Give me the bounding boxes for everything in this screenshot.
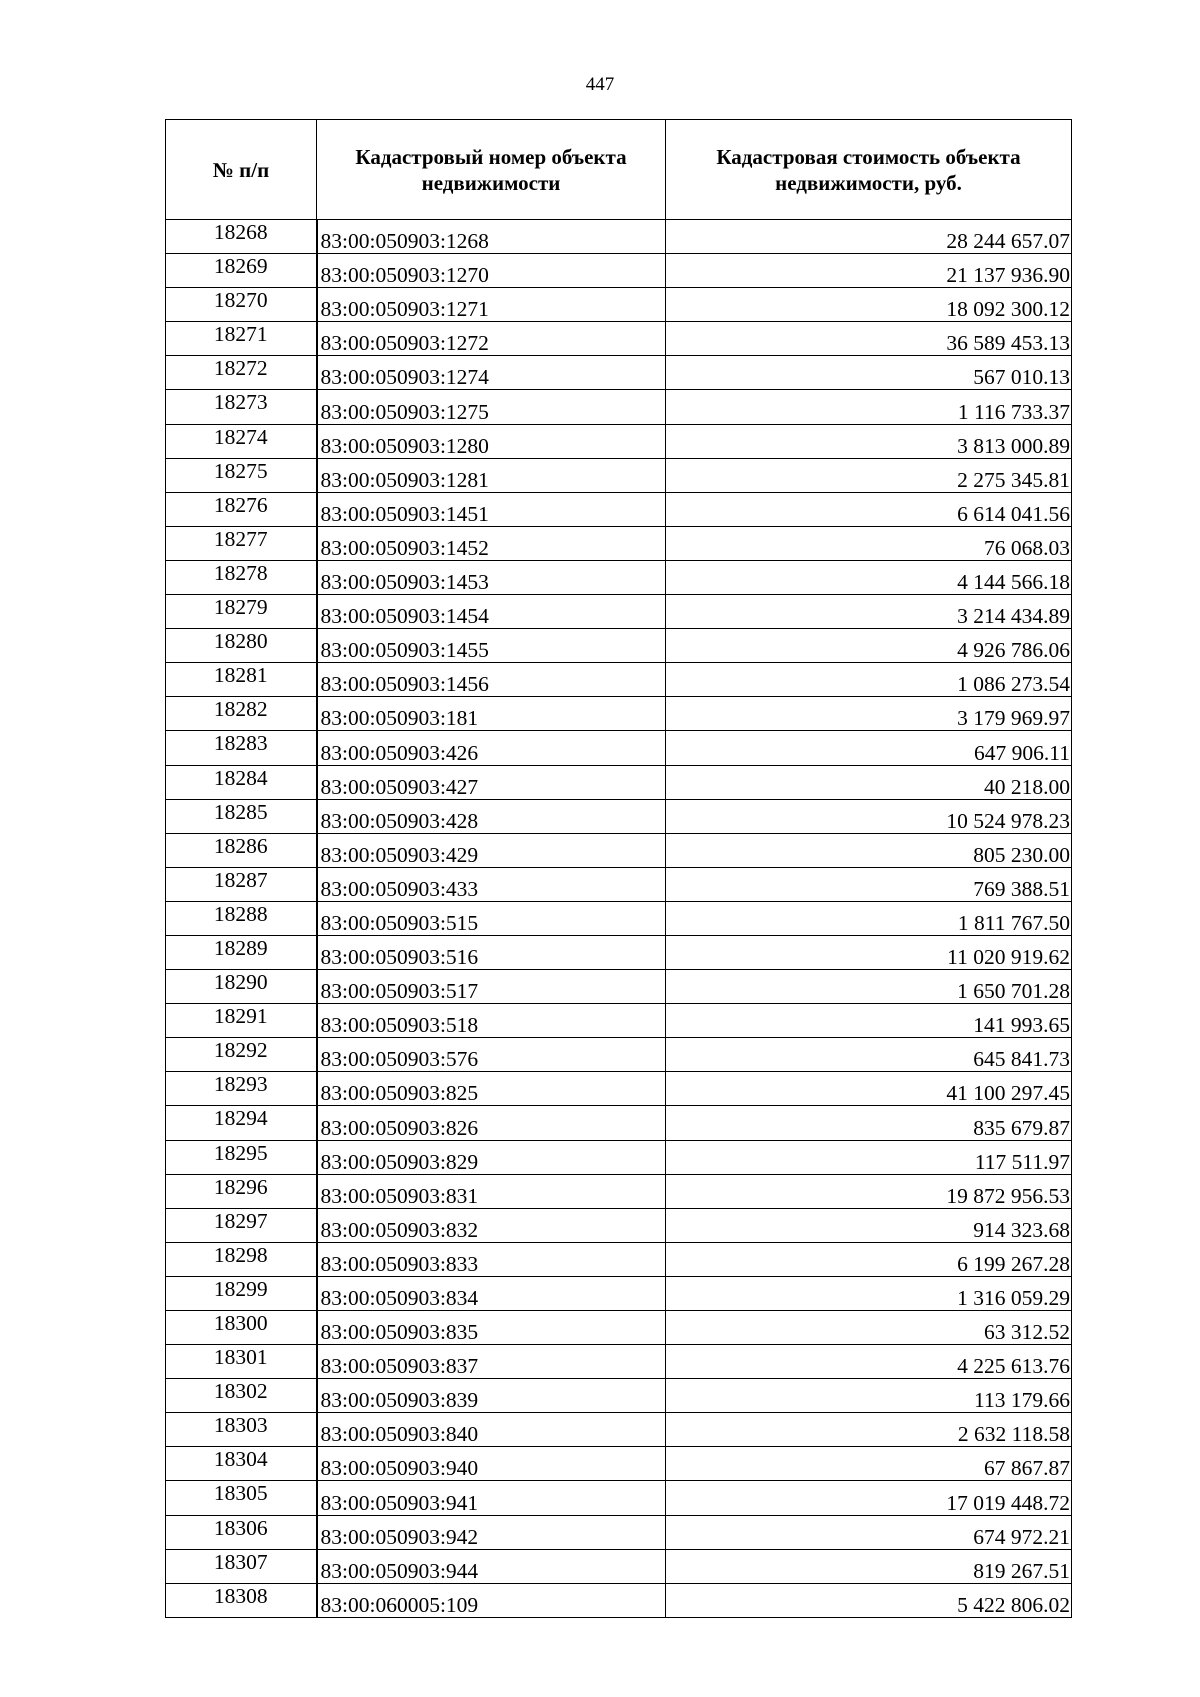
table-row (166, 1447, 1072, 1481)
table-row (166, 663, 1072, 697)
cadastral-value: 19 872 956.53 (666, 1174, 1072, 1208)
cadastral-number: 83:00:050903:181 (317, 697, 666, 731)
cadastral-value: 819 267.51 (666, 1549, 1072, 1583)
cadastral-value: 4 144 566.18 (666, 560, 1072, 594)
page-number: 447 (585, 74, 615, 95)
cadastral-number: 83:00:050903:1274 (317, 356, 666, 390)
cadastral-number: 83:00:050903:517 (317, 970, 666, 1004)
cadastral-number: 83:00:050903:831 (317, 1174, 666, 1208)
cadastral-number: 83:00:050903:1270 (317, 254, 666, 288)
table-row (166, 1481, 1072, 1515)
cadastral-value: 5 422 806.02 (666, 1583, 1072, 1617)
table-row (166, 458, 1072, 492)
table-row (166, 595, 1072, 629)
cadastral-value: 17 019 448.72 (666, 1481, 1072, 1515)
row-number: 18271 (166, 322, 317, 356)
cadastral-value: 1 086 273.54 (666, 663, 1072, 697)
header-cadastral-number: Кадастровый номер объекта недвижимости (317, 120, 666, 220)
table-row (166, 1140, 1072, 1174)
table-row (166, 1379, 1072, 1413)
cadastral-value: 28 244 657.07 (666, 220, 1072, 254)
table-row (166, 390, 1072, 424)
cadastral-number: 83:00:050903:428 (317, 799, 666, 833)
cadastral-value: 805 230.00 (666, 833, 1072, 867)
cadastral-value: 1 116 733.37 (666, 390, 1072, 424)
row-number: 18294 (166, 1106, 317, 1140)
header-num: № п/п (166, 120, 317, 220)
row-number: 18292 (166, 1038, 317, 1072)
table-row (166, 1345, 1072, 1379)
cadastral-value: 6 614 041.56 (666, 492, 1072, 526)
row-number: 18291 (166, 1004, 317, 1038)
table-row (166, 765, 1072, 799)
header-cadastral-value: Кадастровая стоимость объекта недвижимости, руб. (666, 120, 1072, 220)
table-row (166, 1106, 1072, 1140)
cadastral-value: 40 218.00 (666, 765, 1072, 799)
cadastral-value: 11 020 919.62 (666, 935, 1072, 969)
table-row (166, 629, 1072, 663)
table-row (166, 1004, 1072, 1038)
table-row (166, 220, 1072, 254)
cadastral-number: 83:00:050903:942 (317, 1515, 666, 1549)
cadastral-number: 83:00:050903:825 (317, 1072, 666, 1106)
cadastral-number: 83:00:050903:1456 (317, 663, 666, 697)
row-number: 18277 (166, 526, 317, 560)
table-row (166, 492, 1072, 526)
table-row (166, 970, 1072, 1004)
table-row (166, 288, 1072, 322)
cadastral-number: 83:00:050903:837 (317, 1345, 666, 1379)
cadastral-number: 83:00:050903:1275 (317, 390, 666, 424)
row-number: 18299 (166, 1276, 317, 1310)
row-number: 18300 (166, 1311, 317, 1345)
cadastral-number: 83:00:050903:515 (317, 901, 666, 935)
cadastral-number: 83:00:050903:833 (317, 1242, 666, 1276)
table-row (166, 1515, 1072, 1549)
cadastral-number: 83:00:050903:840 (317, 1413, 666, 1447)
cadastral-number: 83:00:050903:1280 (317, 424, 666, 458)
cadastral-number: 83:00:050903:433 (317, 867, 666, 901)
cadastral-number: 83:00:050903:835 (317, 1311, 666, 1345)
row-number: 18268 (166, 220, 317, 254)
cadastral-value: 117 511.97 (666, 1140, 1072, 1174)
row-number: 18273 (166, 390, 317, 424)
table-header (166, 120, 1072, 220)
table-row (166, 1311, 1072, 1345)
row-number: 18269 (166, 254, 317, 288)
row-number: 18290 (166, 970, 317, 1004)
row-number: 18272 (166, 356, 317, 390)
cadastral-number: 83:00:050903:834 (317, 1276, 666, 1310)
row-number: 18278 (166, 560, 317, 594)
cadastral-value: 76 068.03 (666, 526, 1072, 560)
row-number: 18283 (166, 731, 317, 765)
table-row (166, 731, 1072, 765)
cadastral-value: 113 179.66 (666, 1379, 1072, 1413)
table-row (166, 697, 1072, 731)
row-number: 18274 (166, 424, 317, 458)
cadastral-value: 567 010.13 (666, 356, 1072, 390)
row-number: 18284 (166, 765, 317, 799)
table-row (166, 1549, 1072, 1583)
table-row (166, 1072, 1072, 1106)
table-row (166, 1038, 1072, 1072)
row-number: 18276 (166, 492, 317, 526)
row-number: 18288 (166, 901, 317, 935)
table-row (166, 799, 1072, 833)
cadastral-value: 63 312.52 (666, 1311, 1072, 1345)
table-row (166, 1276, 1072, 1310)
row-number: 18287 (166, 867, 317, 901)
row-number: 18285 (166, 799, 317, 833)
table-row (166, 1413, 1072, 1447)
table-row (166, 833, 1072, 867)
cadastral-value: 4 926 786.06 (666, 629, 1072, 663)
cadastral-number: 83:00:050903:1454 (317, 595, 666, 629)
row-number: 18306 (166, 1515, 317, 1549)
cadastral-value: 3 214 434.89 (666, 595, 1072, 629)
row-number: 18308 (166, 1583, 317, 1617)
cadastral-value: 41 100 297.45 (666, 1072, 1072, 1106)
cadastral-number: 83:00:050903:1455 (317, 629, 666, 663)
cadastral-number: 83:00:050903:941 (317, 1481, 666, 1515)
row-number: 18304 (166, 1447, 317, 1481)
cadastral-value: 36 589 453.13 (666, 322, 1072, 356)
cadastral-number: 83:00:050903:1271 (317, 288, 666, 322)
cadastral-number: 83:00:050903:1268 (317, 220, 666, 254)
cadastral-number: 83:00:050903:944 (317, 1549, 666, 1583)
row-number: 18296 (166, 1174, 317, 1208)
row-number: 18298 (166, 1242, 317, 1276)
cadastral-table-container (165, 119, 1071, 1618)
cadastral-number: 83:00:050903:1452 (317, 526, 666, 560)
cadastral-number: 83:00:050903:832 (317, 1208, 666, 1242)
cadastral-value: 914 323.68 (666, 1208, 1072, 1242)
cadastral-value: 141 993.65 (666, 1004, 1072, 1038)
cadastral-value: 2 632 118.58 (666, 1413, 1072, 1447)
cadastral-value: 1 316 059.29 (666, 1276, 1072, 1310)
cadastral-value: 4 225 613.76 (666, 1345, 1072, 1379)
table-row (166, 322, 1072, 356)
table-row (166, 560, 1072, 594)
row-number: 18295 (166, 1140, 317, 1174)
row-number: 18286 (166, 833, 317, 867)
cadastral-number: 83:00:050903:1453 (317, 560, 666, 594)
cadastral-value: 1 811 767.50 (666, 901, 1072, 935)
row-number: 18302 (166, 1379, 317, 1413)
header-row (166, 120, 1072, 220)
table-row (166, 424, 1072, 458)
cadastral-value: 10 524 978.23 (666, 799, 1072, 833)
cadastral-value: 769 388.51 (666, 867, 1072, 901)
cadastral-number: 83:00:060005:109 (317, 1583, 666, 1617)
cadastral-value: 2 275 345.81 (666, 458, 1072, 492)
table-row (166, 935, 1072, 969)
row-number: 18279 (166, 595, 317, 629)
table-body (166, 220, 1072, 1618)
cadastral-number: 83:00:050903:940 (317, 1447, 666, 1481)
cadastral-number: 83:00:050903:1451 (317, 492, 666, 526)
cadastral-number: 83:00:050903:576 (317, 1038, 666, 1072)
cadastral-number: 83:00:050903:826 (317, 1106, 666, 1140)
row-number: 18303 (166, 1413, 317, 1447)
cadastral-number: 83:00:050903:1281 (317, 458, 666, 492)
cadastral-value: 21 137 936.90 (666, 254, 1072, 288)
row-number: 18289 (166, 935, 317, 969)
cadastral-value: 18 092 300.12 (666, 288, 1072, 322)
cadastral-number: 83:00:050903:518 (317, 1004, 666, 1038)
table-row (166, 526, 1072, 560)
table-row (166, 1583, 1072, 1617)
table-row (166, 1242, 1072, 1276)
row-number: 18275 (166, 458, 317, 492)
cadastral-number: 83:00:050903:839 (317, 1379, 666, 1413)
cadastral-value: 647 906.11 (666, 731, 1072, 765)
cadastral-number: 83:00:050903:829 (317, 1140, 666, 1174)
cadastral-value: 6 199 267.28 (666, 1242, 1072, 1276)
cadastral-value: 3 813 000.89 (666, 424, 1072, 458)
cadastral-number: 83:00:050903:429 (317, 833, 666, 867)
cadastral-number: 83:00:050903:426 (317, 731, 666, 765)
cadastral-number: 83:00:050903:427 (317, 765, 666, 799)
cadastral-value: 3 179 969.97 (666, 697, 1072, 731)
row-number: 18307 (166, 1549, 317, 1583)
cadastral-value: 1 650 701.28 (666, 970, 1072, 1004)
cadastral-number: 83:00:050903:1272 (317, 322, 666, 356)
row-number: 18270 (166, 288, 317, 322)
cadastral-value: 674 972.21 (666, 1515, 1072, 1549)
row-number: 18282 (166, 697, 317, 731)
table-row (166, 901, 1072, 935)
cadastral-number: 83:00:050903:516 (317, 935, 666, 969)
row-number: 18297 (166, 1208, 317, 1242)
table-row (166, 254, 1072, 288)
row-number: 18305 (166, 1481, 317, 1515)
cadastral-value: 835 679.87 (666, 1106, 1072, 1140)
cadastral-value-table (165, 119, 1072, 1618)
cadastral-value: 67 867.87 (666, 1447, 1072, 1481)
table-row (166, 1174, 1072, 1208)
table-row (166, 1208, 1072, 1242)
table-row (166, 356, 1072, 390)
row-number: 18293 (166, 1072, 317, 1106)
table-row (166, 867, 1072, 901)
row-number: 18280 (166, 629, 317, 663)
row-number: 18301 (166, 1345, 317, 1379)
cadastral-value: 645 841.73 (666, 1038, 1072, 1072)
row-number: 18281 (166, 663, 317, 697)
